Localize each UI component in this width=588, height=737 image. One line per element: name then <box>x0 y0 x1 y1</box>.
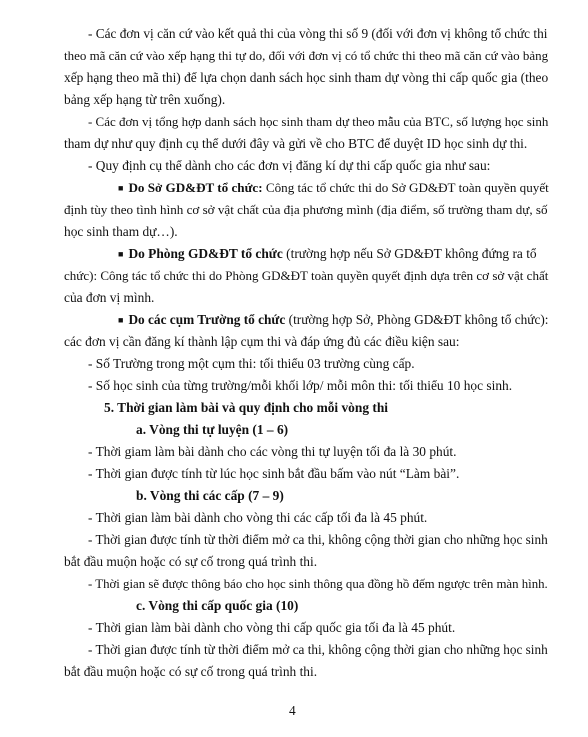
bullet-line <box>118 180 549 196</box>
subsection-heading: c. Vòng thi cấp quốc gia (10) <box>136 598 299 613</box>
paragraph-line: - Thời gian làm bài dành cho vòng thi cấp quốc gia tối đa là 45 phút. <box>88 620 456 635</box>
paragraph-line: - Thời gian sẽ được thông báo cho học sinh thông qua đồng hồ đếm ngược trên màn hình. <box>88 577 548 591</box>
paragraph-line: - Thời gian được tính từ thời điểm mở ca thi, không cộng thời gian cho những học sinh <box>88 532 548 547</box>
paragraph-line: định tùy theo tình hình cơ sở vật chất của địa phương mình (địa điểm, số trường tham dự, số <box>64 202 548 217</box>
bullet-heading: Do các cụm Trường tổ chức <box>128 312 286 327</box>
bullet-heading: Do Phòng GD&ĐT tổ chức <box>128 246 283 261</box>
paragraph-line: xếp hạng theo mã thi) để lựa chọn danh sách học sinh tham dự vòng thi cấp quốc gia (theo <box>64 70 549 85</box>
paragraph-line: - Các đơn vị tổng hợp danh sách học sinh tham dự theo mẫu của BTC, số lượng học sinh <box>88 114 549 129</box>
square-bullet-icon: ■ <box>118 249 124 259</box>
section-heading: 5. Thời gian làm bài và quy định cho mỗi vòng thi <box>104 400 388 415</box>
square-bullet-icon: ■ <box>118 183 124 193</box>
bullet-line <box>118 246 537 262</box>
paragraph-line: - Thời gian được tính từ thời điểm mở ca thi, không cộng thời gian cho những học sinh <box>88 642 548 657</box>
paragraph-line: học sinh tham dự…). <box>64 224 178 239</box>
paragraph-line: - Các đơn vị căn cứ vào kết quả thi của vòng thi số 9 (đối với đơn vị không tổ chức thi <box>88 26 548 41</box>
subsection-heading: b. Vòng thi các cấp (7 – 9) <box>136 488 284 503</box>
bullet-text: (trường hợp nếu Sở GD&ĐT không đứng ra tổ <box>282 246 537 261</box>
paragraph-line: tham dự như quy định cụ thể dưới đây và gửi về cho BTC để duyệt ID học sinh dự thi. <box>64 136 528 151</box>
square-bullet-icon: ■ <box>118 315 124 325</box>
paragraph-line: - Thời gian được tính từ lúc học sinh bắt đầu bấm vào nút “Làm bài”. <box>88 466 460 481</box>
paragraph-line: bắt đầu muộn hoặc có sự cố trong quá trình thi. <box>64 554 318 569</box>
paragraph-line: theo mã căn cứ vào xếp hạng thi tự do, đối với đơn vị có tổ chức thi theo mã căn cứ vào bảng <box>64 48 549 63</box>
paragraph-line: - Số Trường trong một cụm thi: tối thiểu 03 trường cùng cấp. <box>88 356 415 371</box>
paragraph-line: các đơn vị cần đăng kí thành lập cụm thi và đáp ứng đủ các điều kiện sau: <box>64 334 460 349</box>
subsection-heading: a. Vòng thi tự luyện (1 – 6) <box>136 422 289 437</box>
paragraph-line: - Thời gian làm bài dành cho vòng thi các cấp tối đa là 45 phút. <box>88 510 428 525</box>
bullet-text: Công tác tổ chức thi do Sở GD&ĐT toàn quyền quyết <box>262 180 549 195</box>
bullet-text: (trường hợp Sở, Phòng GD&ĐT không tổ chức): <box>285 312 549 327</box>
paragraph-line: bảng xếp hạng từ trên xuống). <box>64 92 226 107</box>
paragraph-line: chức): Công tác tổ chức thi do Phòng GD&ĐT toàn quyền quyết định dựa trên cơ sở vật chất <box>64 268 549 283</box>
paragraph-line: - Quy định cụ thể dành cho các đơn vị đăng kí dự thi cấp quốc gia như sau: <box>88 158 491 173</box>
paragraph-line: - Số học sinh của từng trường/mỗi khối lớp/ mỗi môn thi: tối thiểu 10 học sinh. <box>88 378 513 393</box>
paragraph-line: - Thời giam làm bài dành cho các vòng thi tự luyện tối đa là 30 phút. <box>88 444 457 459</box>
paragraph-line: của đơn vị mình. <box>64 290 155 305</box>
paragraph-line: bắt đầu muộn hoặc có sự cố trong quá trình thi. <box>64 664 318 679</box>
bullet-line <box>118 312 548 328</box>
bullet-heading: Do Sở GD&ĐT tổ chức: <box>128 180 263 195</box>
page-number: 4 <box>289 703 296 718</box>
